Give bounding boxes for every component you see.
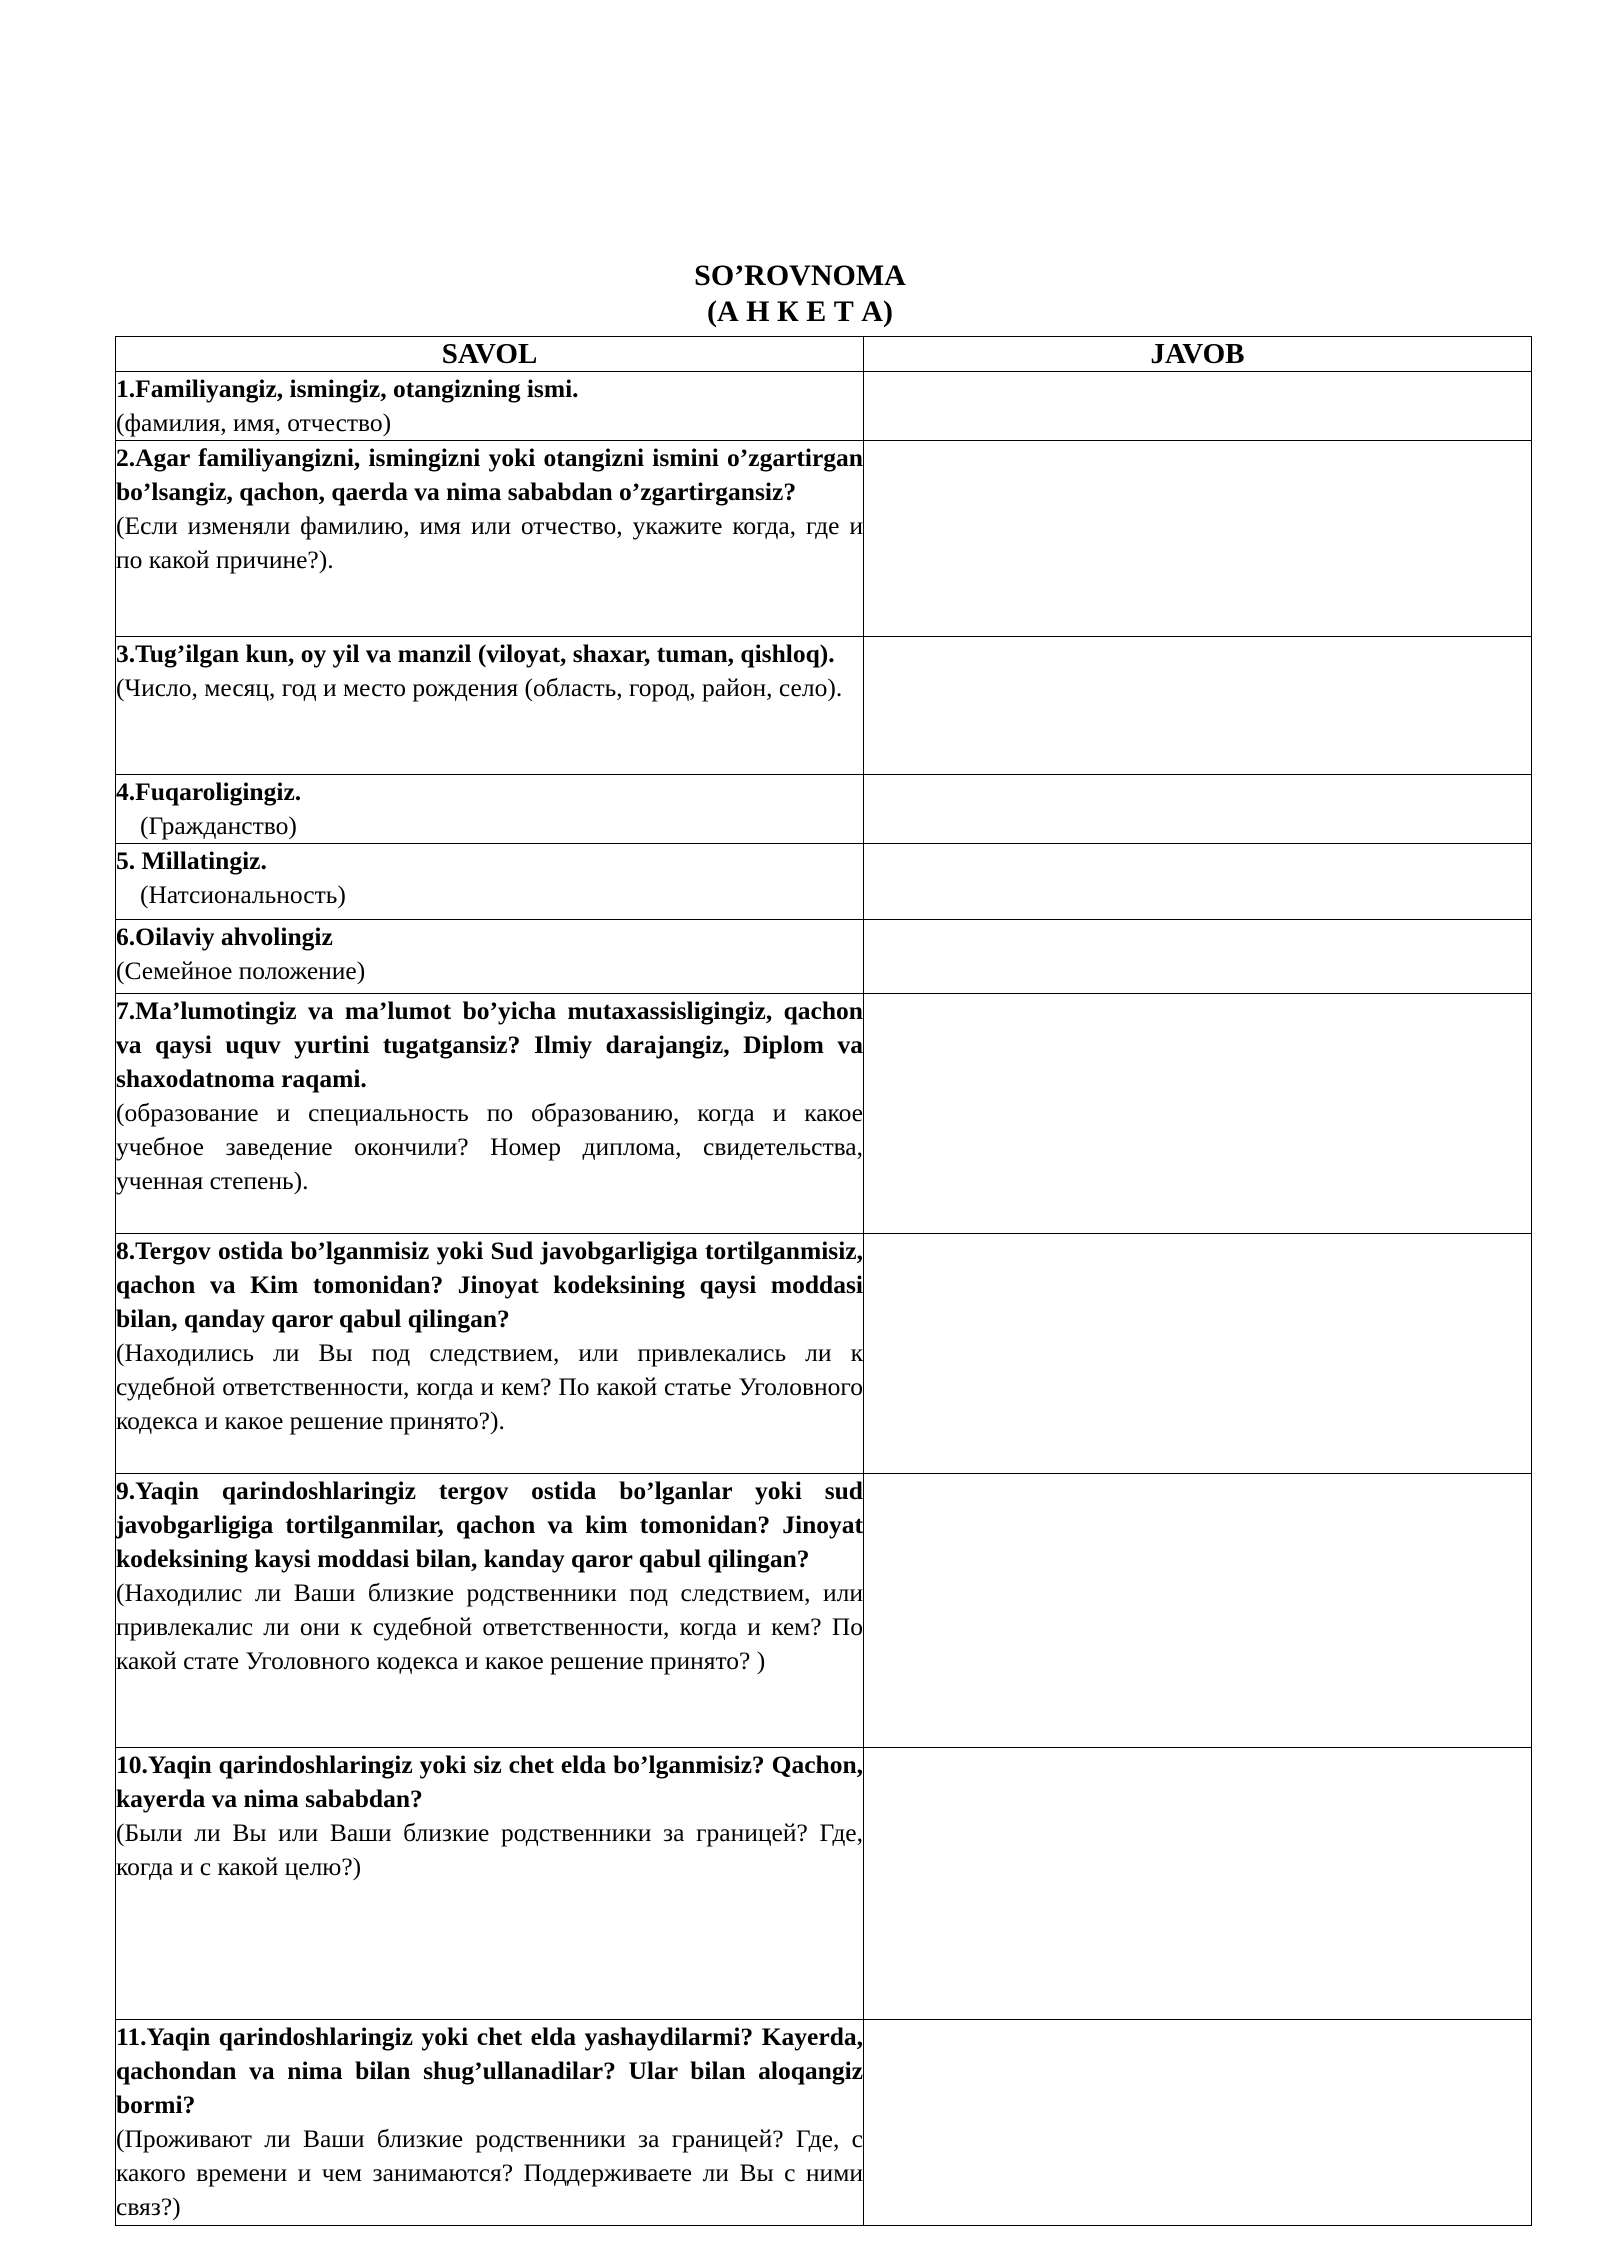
- table-row: [116, 920, 1532, 994]
- table-row: [116, 637, 1532, 775]
- question-text-uz: 3.Tug’ilgan kun, oy yil va manzil (viloyat, shaxar, tuman, qishloq).: [116, 639, 835, 668]
- question-text-ru: (Находились ли Вы под следствием, или привлекались ли к судебной ответственности, когда и кем? По какой статье Уголовного кодекса и какое решение принято?).: [116, 1338, 863, 1435]
- answer-cell[interactable]: [864, 1474, 1532, 1748]
- question-text-uz: 6.Oilaviy ahvolingiz: [116, 922, 333, 951]
- question-cell: [116, 637, 864, 775]
- question-text-uz: 9.Yaqin qarindoshlaringiz tergov ostida bo’lganlar yoki sud javobgarligiga tortilganmilar, qachon va kim tomonidan? Jinoyat kodeksining kaysi moddasi bilan, kanday qaror qabul qilingan?: [116, 1476, 863, 1573]
- column-header-question: SAVOL: [116, 337, 864, 372]
- question-cell: [116, 1748, 864, 2020]
- document-subtitle: (А Н К Е Т А): [707, 295, 893, 328]
- question-text-ru: (Натсиональность): [140, 880, 346, 909]
- question-text-uz: 11.Yaqin qarindoshlaringiz yoki chet elda yashaydilarmi? Kayerda, qachondan va nima bilan shug’ullanadilar? Ular bilan aloqangiz bormi?: [116, 2022, 863, 2119]
- table-row: [116, 994, 1532, 1234]
- table-row: [116, 1234, 1532, 1474]
- question-cell: [116, 1474, 864, 1748]
- question-text-ru: (Число, месяц, год и место рождения (область, город, район, село).: [116, 673, 843, 702]
- question-cell: [116, 994, 864, 1234]
- table-row: [116, 1748, 1532, 2020]
- question-text-uz: 2.Agar familiyangizni, ismingizni yoki otangizni ismini o’zgartirgan bo’lsangiz, qachon, qaerda va nima sababdan o’zgartirgansiz?: [116, 443, 863, 506]
- answer-cell[interactable]: [864, 2020, 1532, 2226]
- table-row: [116, 441, 1532, 637]
- question-text-ru: (Если изменяли фамилию, имя или отчество, укажите когда, где и по какой причине?).: [116, 511, 863, 574]
- question-text-ru: (Семейное положение): [116, 956, 366, 985]
- question-text-ru: (Были ли Вы или Ваши близкие родственники за границей? Где, когда и с какой целю?): [116, 1818, 863, 1881]
- answer-cell[interactable]: [864, 441, 1532, 637]
- question-text-uz: 4.Fuqaroligingiz.: [116, 777, 302, 806]
- question-cell: [116, 844, 864, 920]
- question-text-uz: 10.Yaqin qarindoshlaringiz yoki siz chet elda bo’lganmisiz? Qachon, kayerda va nima sababdan?: [116, 1750, 863, 1813]
- question-cell: [116, 441, 864, 637]
- answer-cell[interactable]: [864, 1234, 1532, 1474]
- question-cell: [116, 372, 864, 441]
- column-header-answer: JAVOB: [864, 337, 1532, 372]
- table-row: [116, 844, 1532, 920]
- document-title: SO’ROVNOMA: [694, 259, 906, 292]
- answer-cell[interactable]: [864, 920, 1532, 994]
- question-cell: [116, 775, 864, 844]
- survey-table: [115, 336, 1532, 2226]
- question-cell: [116, 1234, 864, 1474]
- question-text-uz: 1.Familiyangiz, ismingiz, otangizning ismi.: [116, 374, 579, 403]
- answer-cell[interactable]: [864, 637, 1532, 775]
- answer-cell[interactable]: [864, 994, 1532, 1234]
- table-row: [116, 2020, 1532, 2226]
- question-text-ru: (Гражданство): [140, 811, 297, 840]
- question-text-uz: 7.Ma’lumotingiz va ma’lumot bo’yicha mutaxassisligingiz, qachon va qaysi uquv yurtini tugatgansiz? Ilmiy darajangiz, Diplom va shaxodatnoma raqami.: [116, 996, 863, 1093]
- question-text-ru: (Проживают ли Ваши близкие родственники за границей? Где, с какого времени и чем занимаются? Поддерживаете ли Вы с ними связ?): [116, 2124, 863, 2221]
- question-text-ru: (образование и специальность по образованию, когда и какое учебное заведение окончили? Номер диплома, свидетельства, ученная степень).: [116, 1098, 863, 1195]
- table-row: [116, 775, 1532, 844]
- question-cell: [116, 2020, 864, 2226]
- table-row: [116, 372, 1532, 441]
- table-header-row: [116, 337, 1532, 372]
- answer-cell[interactable]: [864, 775, 1532, 844]
- question-text-ru: (Находилис ли Ваши близкие родственники под следствием, или привлекалис ли они к судебной ответственности, когда и кем? По какой стате Уголовного кодекса и какое решение принято? ): [116, 1578, 863, 1675]
- question-text-uz: 5. Millatingiz.: [116, 846, 267, 875]
- answer-cell[interactable]: [864, 372, 1532, 441]
- table-row: [116, 1474, 1532, 1748]
- question-text-uz: 8.Tergov ostida bo’lganmisiz yoki Sud javobgarligiga tortilganmisiz, qachon va Kim tomonidan? Jinoyat kodeksining qaysi moddasi bilan, qanday qaror qabul qilingan?: [116, 1236, 863, 1333]
- question-cell: [116, 920, 864, 994]
- answer-cell[interactable]: [864, 844, 1532, 920]
- question-text-ru: (фамилия, имя, отчество): [116, 408, 392, 437]
- answer-cell[interactable]: [864, 1748, 1532, 2020]
